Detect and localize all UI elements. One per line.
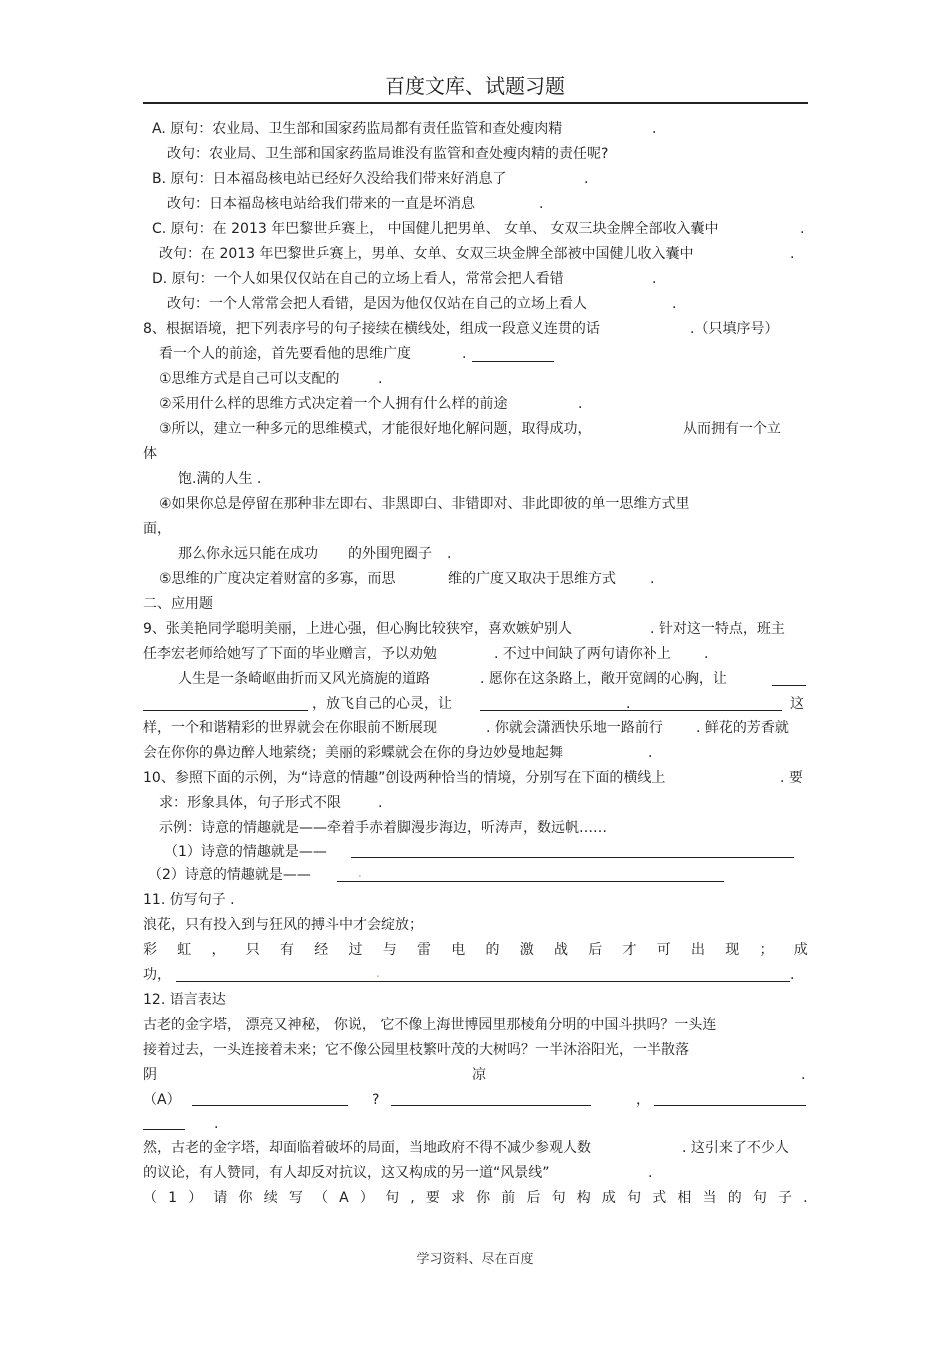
q10-line-2: 求：形象具体，句子形式不限 — [159, 795, 341, 811]
spaced-char: 的 — [727, 1190, 742, 1206]
q7-b-original: B. 原句：日本福岛核电站已经好久没给我们带来好消息了 — [152, 171, 507, 187]
q10-answer-1-blank[interactable] — [351, 857, 794, 858]
q11-line-1: 浪花，只有投入到与狂风的搏斗中才会绽放； — [143, 917, 423, 933]
spaced-char: 你 — [476, 1190, 491, 1206]
q11-answer-blank[interactable] — [176, 981, 790, 982]
q8-sentence-3: ③所以，建立一种多元的思维模式，才能很好地化解问题，取得成功， — [159, 421, 592, 437]
q12-line-1: 古老的金字塔， 漂亮又神秘， 你说， 它不像上海世博园里那棱角分明的中国斗拱吗？一头连 — [143, 1017, 717, 1033]
q11-line-3: 功， — [143, 967, 171, 983]
q12-blank-1[interactable] — [192, 1105, 348, 1106]
q8-sentence-2: ②采用什么样的思维方式决定着一个人拥有什么样的前途 — [159, 396, 508, 412]
q7-a-original: A. 原句：农业局、卫生部和国家药监局都有责任监管和查处瘦肉精 — [152, 121, 563, 137]
spaced-char: 要 — [425, 1190, 440, 1206]
q8-lead-end: . — [462, 346, 467, 362]
q10-line-1: 10、参照下面的示例，为“诗意的情趣”创设两种恰当的情境，分别写在下面的横线上 — [143, 770, 666, 786]
q7-b-revised: 改句：日本福岛核电站给我们带来的一直是坏消息 — [167, 196, 475, 212]
spaced-char: 的 — [485, 942, 500, 958]
q7-d-original: D. 原句：一个人如果仅仅站在自己的立场上看人，常常会把人看错 — [152, 271, 564, 287]
spaced-char: 电 — [451, 942, 466, 958]
spaced-char: 战 — [554, 942, 568, 958]
q8-sentence-3-line2: 饱.满的人生 . — [178, 471, 262, 487]
q12-line-3c: . — [801, 1067, 806, 1083]
q12-line-6b: . 这引来了不少人 — [682, 1140, 789, 1156]
q9-line-2b: . 不过中间缺了两句请你补上 — [494, 646, 671, 662]
q9-blank-1[interactable] — [143, 710, 308, 711]
q12-line-7-end: . — [648, 1165, 653, 1181]
q9-line-3b: . 愿你在这条路上，敞开宽阔的心胸，让 — [480, 671, 727, 687]
q12-line-4c: ， — [636, 1092, 650, 1108]
spaced-char: 彩 — [143, 942, 157, 958]
spaced-char: 写 — [288, 1190, 303, 1206]
q9-line-6: 会在你你的鼻边醉人地萦绕；美丽的彩蝶就会在你的身边妙曼地起舞 — [143, 745, 563, 761]
q8-title: 8、根据语境，把下列表序号的句子接续在横线处，组成一段意义连贯的话 — [143, 321, 600, 337]
spaced-char: 句 — [551, 1190, 566, 1206]
spaced-char: A — [339, 1190, 349, 1206]
q10-answer-2-label: （2）诗意的情趣就是—— — [148, 867, 311, 883]
spaced-char: 雷 — [417, 942, 431, 958]
spaced-char: 续 — [263, 1190, 278, 1206]
decorative-dot: . — [358, 866, 362, 880]
q10-answer-1-label: （1）诗意的情趣就是—— — [164, 844, 327, 860]
spaced-char: （ — [314, 1190, 329, 1206]
q9-line-5c: . 鲜花的芳香就 — [696, 720, 789, 736]
decorative-dot: . — [376, 966, 380, 980]
section-2-title: 二、应用题 — [143, 596, 213, 612]
q12-blank-3[interactable] — [654, 1105, 806, 1106]
q9-line-1: 9、张美艳同学聪明美丽，上进心强，但心胸比较狭窄，喜欢嫉妒别人 — [143, 621, 572, 637]
q9-line-4a: ，放飞自己的心灵，让 — [312, 696, 452, 712]
q8-sentence-5b: 维的广度又取决于思维方式 — [448, 571, 616, 587]
q12-line-8 — [143, 1188, 808, 1208]
q8-sentence-3-tail: 从而拥有一个立 — [683, 421, 781, 437]
q8-sentence-2-end: . — [578, 396, 583, 412]
q9-line-3: 人生是一条崎岖曲折而又风光旖旎的道路 — [178, 671, 430, 687]
spaced-char: 经 — [314, 942, 329, 958]
spaced-char: 子 — [778, 1190, 793, 1206]
spaced-char: 成 — [793, 942, 808, 958]
spaced-char: 式 — [652, 1190, 667, 1206]
page-footer: 学习资料、尽在百度 — [416, 1252, 534, 1267]
q8-title-end: .（只填序号） — [690, 321, 779, 337]
spaced-char: 现 — [725, 942, 740, 958]
q7-d-revised: 改句：一个人常常会把人看错，是因为他仅仅站在自己的立场上看人 — [167, 296, 587, 312]
q11-title: 11. 仿写句子 . — [143, 892, 235, 908]
q7-c-revised-end: . — [790, 246, 795, 262]
q7-c-revised: 改句：在 2013 年巴黎世乒赛上，男单、女单、女双三块金牌全部被中国健儿收入囊中 — [159, 246, 694, 262]
q12-line-3b: 凉 — [472, 1067, 486, 1083]
q9-line-1b: . 针对这一特点，班主 — [650, 621, 785, 637]
spaced-char: 请 — [213, 1190, 228, 1206]
q12-blank-3-cont[interactable] — [143, 1129, 185, 1130]
q9-line-2-end: . — [704, 646, 709, 662]
q8-sentence-1-end: . — [378, 371, 383, 387]
q11-line-3-end: . — [790, 967, 795, 983]
spaced-char: 句 — [385, 1190, 400, 1206]
spaced-char: 与 — [382, 942, 397, 958]
spaced-char: 构 — [576, 1190, 591, 1206]
q10-line-1-end: . 要 — [780, 770, 803, 786]
spaced-char: 可 — [656, 942, 671, 958]
q10-answer-2-blank[interactable] — [337, 881, 724, 882]
spaced-char: 句 — [752, 1190, 767, 1206]
page-header-title: 百度文库、试题习题 — [385, 74, 565, 98]
q7-b-original-end: . — [584, 171, 589, 187]
q9-line-4-mid: . — [626, 696, 631, 712]
spaced-char: （ — [143, 1190, 157, 1206]
spaced-char: 虹 — [177, 942, 192, 958]
q7-b-revised-end: . — [539, 196, 544, 212]
q8-sentence-1: ①思维方式是自己可以支配的 — [159, 371, 340, 387]
q7-c-original: C. 原句：在 2013 年巴黎世乒赛上， 中国健儿把男单、 女单、 女双三块金牌全部收入囊中 — [152, 221, 719, 237]
spaced-char: 有 — [280, 942, 294, 958]
spaced-char: 后 — [526, 1190, 541, 1206]
spaced-char: 1 — [168, 1190, 178, 1206]
q7-a-original-end: . — [652, 121, 657, 137]
q12-line-7: 的议论，有人赞同，有人却反对抗议，这又构成的另一道“风景线” — [143, 1165, 550, 1181]
spaced-char: . — [803, 1190, 808, 1206]
q8-sentence-5-end: . — [650, 571, 655, 587]
spaced-char: ， — [211, 942, 226, 958]
spaced-char: 句 — [627, 1190, 642, 1206]
spaced-char: 你 — [238, 1190, 253, 1206]
q12-title: 12. 语言表达 — [143, 992, 226, 1008]
spaced-char: 才 — [622, 942, 637, 958]
q8-sentence-4-line2b: 的外围兜圈子 — [348, 546, 432, 562]
spaced-char: 前 — [501, 1190, 516, 1206]
spaced-char: 后 — [588, 942, 603, 958]
q12-line-4b: ? — [372, 1092, 380, 1108]
spaced-char: 激 — [519, 942, 534, 958]
q12-line-5-end: . — [214, 1116, 219, 1132]
q8-lead: 看一个人的前途，首先要看他的思维广度 — [159, 346, 411, 362]
spaced-char: 成 — [601, 1190, 616, 1206]
q12-line-3a: 阴 — [143, 1067, 157, 1083]
spaced-char: ； — [759, 942, 774, 958]
q11-line-2 — [143, 940, 808, 960]
spaced-char: ） — [188, 1190, 203, 1206]
q8-sentence-4: ④如果你总是停留在那种非左即右、非黑即白、非错即对、非此即彼的单一思维方式里 — [159, 496, 690, 512]
spaced-char: 相 — [677, 1190, 692, 1206]
q12-blank-2[interactable] — [391, 1105, 591, 1106]
q9-line-6-end: . — [648, 745, 653, 761]
q8-answer-blank — [472, 361, 554, 362]
spaced-char: ） — [359, 1190, 374, 1206]
q7-d-original-end: . — [652, 271, 657, 287]
q9-line-5: 样，一个和谐精彩的世界就会在你眼前不断展现 — [143, 720, 437, 736]
q7-a-revised: 改句：农业局、卫生部和国家药监局谁没有监管和查处瘦肉精的责任呢? — [167, 146, 609, 162]
q9-blank-1-start — [772, 685, 806, 686]
spaced-char: 当 — [702, 1190, 717, 1206]
spaced-char: 求 — [450, 1190, 465, 1206]
spaced-char: , — [410, 1190, 415, 1206]
q8-sentence-3-cont: 体 — [143, 446, 157, 462]
q8-sentence-5: ⑤思维的广度决定着财富的多寡，而思 — [159, 571, 396, 587]
q10-line-2-end: . — [378, 795, 383, 811]
spaced-char: 过 — [348, 942, 363, 958]
q12-line-6: 然，古老的金字塔，却面临着破坏的局面，当地政府不得不减少参观人数 — [143, 1140, 591, 1156]
spaced-char: 只 — [245, 942, 260, 958]
q8-sentence-4-cont: 面， — [143, 521, 171, 537]
q12-line-2: 接着过去，一头连接着未来；它不像公园里枝繁叶茂的大树吗？一半沐浴阳光，一半散落 — [143, 1042, 689, 1058]
spaced-char: 出 — [691, 942, 705, 958]
q8-sentence-4-end: . — [447, 546, 452, 562]
q9-line-2: 任李宏老师给她写了下面的毕业赠言，予以劝勉 — [143, 646, 437, 662]
q8-sentence-4-line2: 那么你永远只能在成功 — [178, 546, 318, 562]
q10-example: 示例：诗意的情趣就是——牵着手赤着脚漫步海边，听涛声，数远帆…… — [159, 820, 607, 836]
q7-c-original-end: . — [800, 221, 805, 237]
header-rule — [143, 102, 808, 104]
q12-line-4a: （A） — [143, 1092, 181, 1108]
q7-d-revised-end: . — [672, 296, 677, 312]
q9-blank-2[interactable] — [480, 710, 782, 711]
q9-line-4b: 这 — [790, 696, 804, 712]
q9-line-5b: . 你就会潇洒快乐地一路前行 — [486, 720, 663, 736]
